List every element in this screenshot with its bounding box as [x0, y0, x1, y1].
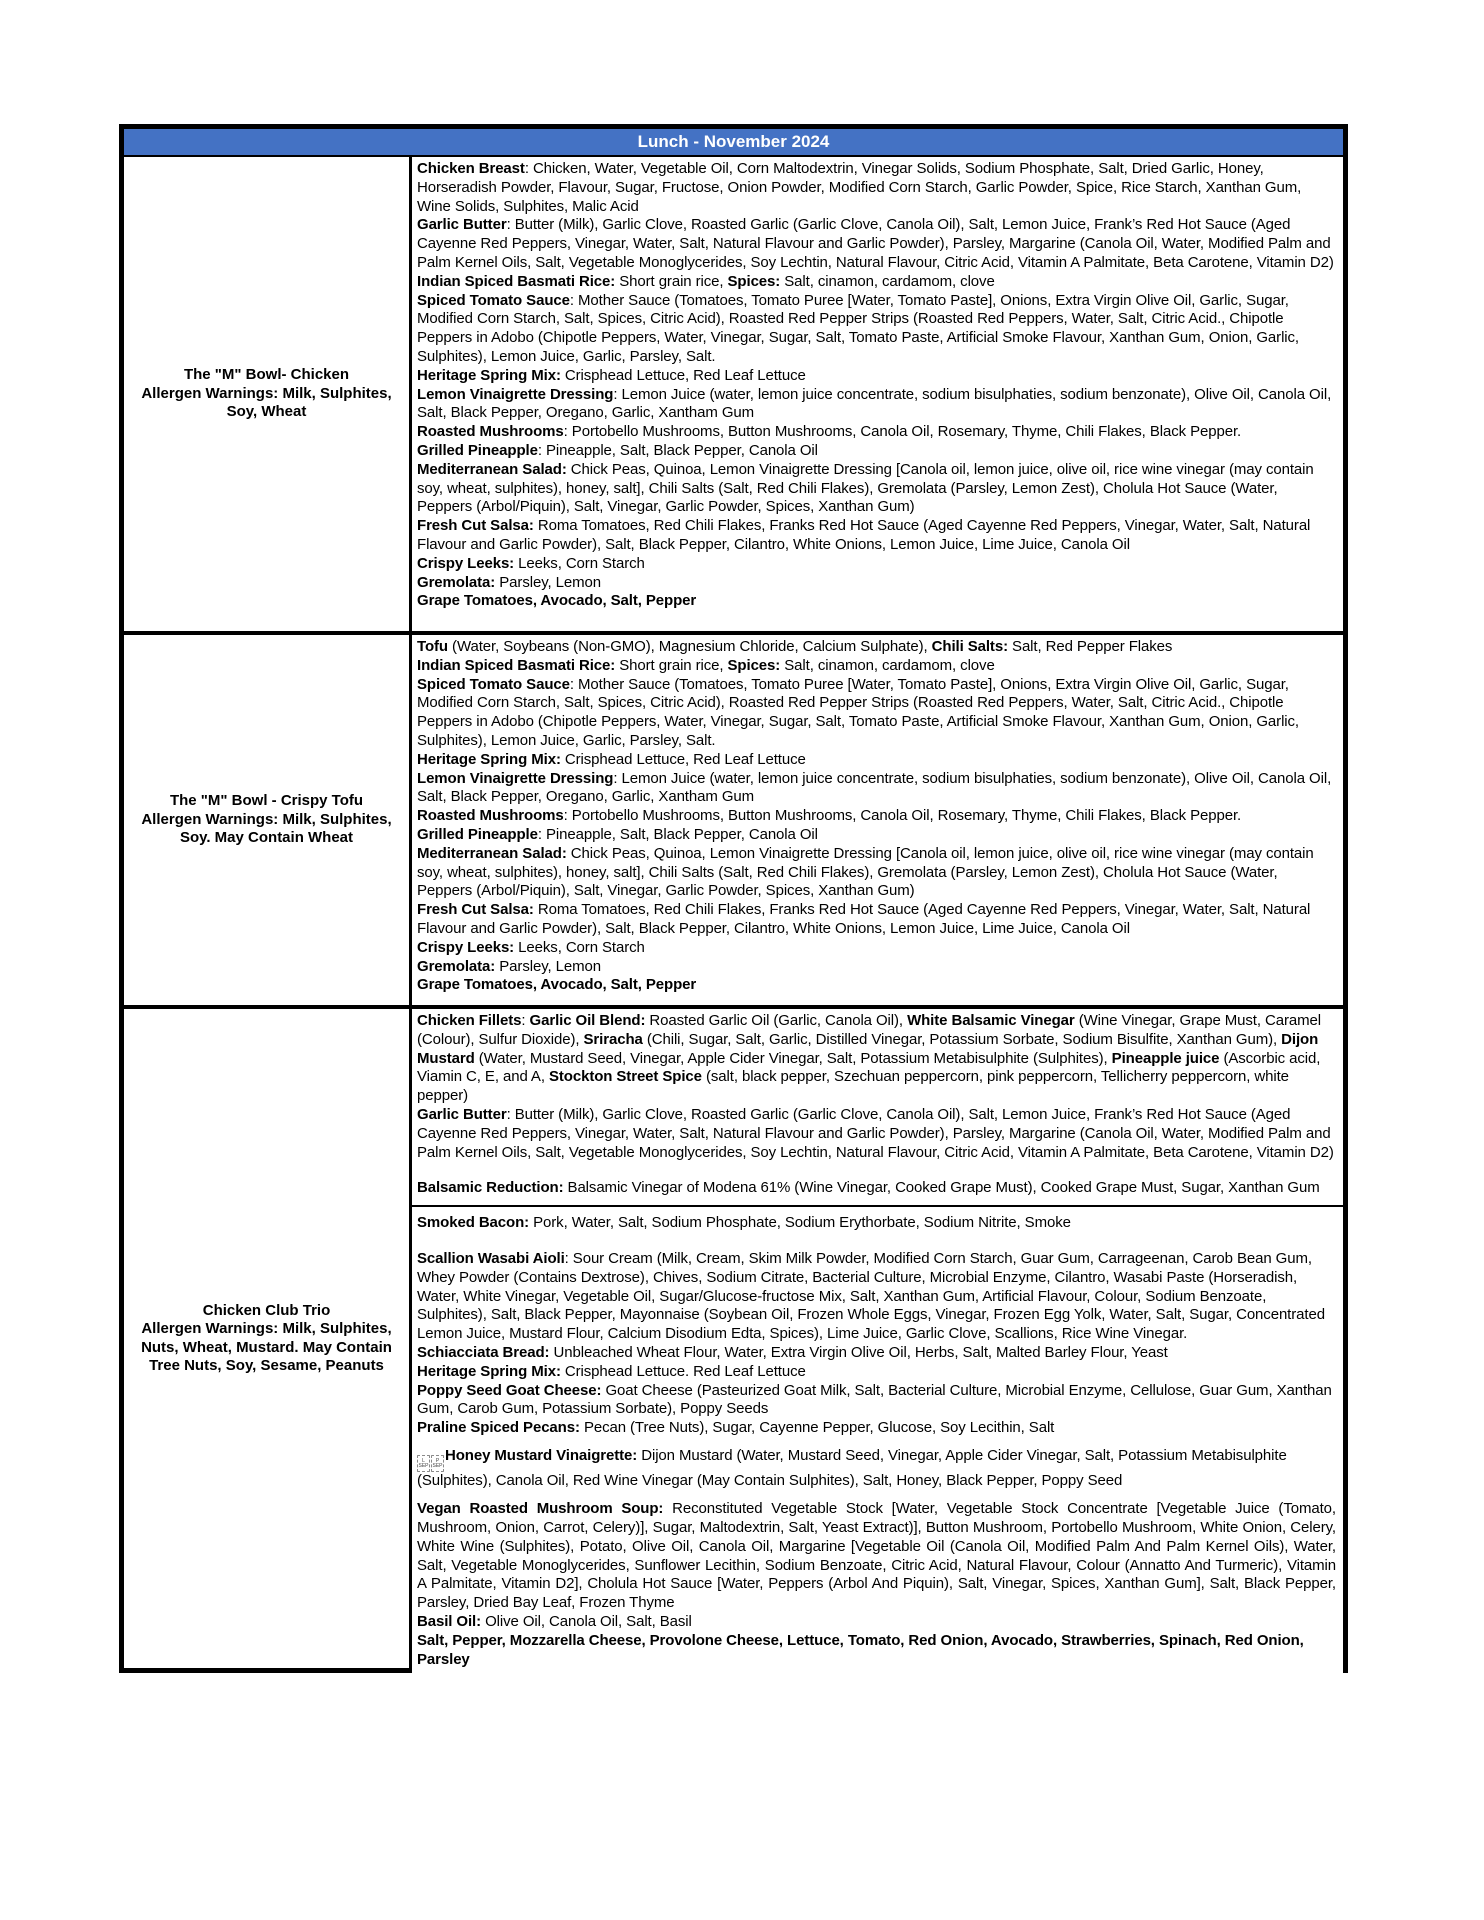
ingredient-paragraph: Grape Tomatoes, Avocado, Salt, Pepper — [417, 592, 697, 610]
dish-name-cell — [124, 635, 412, 1005]
ingredient-paragraph: Heritage Spring Mix: Crisphead Lettuce, Red Leaf Lettuce — [417, 750, 806, 768]
ingredient-paragraph: Garlic Butter: Butter (Milk), Garlic Clove, Roasted Garlic (Garlic Clove, Canola Oil), Salt, Lemon Juice, Frank’s Red Hot Sauce (Aged Cayenne Red Peppers, Vinegar, Water, Salt, Natural Flavour and Garlic Powder), Parsley, Margarine (Canola Oil, Water, Modified Palm and Palm Kernel Oils, Salt, Vegetable Monoglycerides, Soy Lechtin, Natural Flavour, Citric Acid, Vitamin A Palmitate, Beta Carotene, Vitamin D2) — [417, 1105, 1334, 1161]
menu-row-m-bowl-chicken — [124, 157, 1343, 635]
ingredient-paragraph: Schiacciata Bread: Unbleached Wheat Flour, Water, Extra Virgin Olive Oil, Herbs, Salt, Malted Barley Flour, Yeast — [417, 1343, 1168, 1361]
ingredient-paragraph: Heritage Spring Mix: Crisphead Lettuce. Red Leaf Lettuce — [417, 1362, 806, 1380]
ingredient-paragraph: Mediterranean Salad: Chick Peas, Quinoa, Lemon Vinaigrette Dressing [Canola oil, lemon juice, olive oil, rice wine vinegar (may contain soy, wheat, sulphites), honey, salt], Chili Salts (Salt, Red Chili Flakes), Gremolata (Parsley, Lemon Zest), Cholula Hot Sauce (Water, Peppers (Arbol/Piquin), Salt, Vinegar, Garlic Powder, Spices, Xanthan Gum) — [417, 460, 1314, 516]
sep-control-char-icon: L SEP P SEP — [417, 1455, 444, 1472]
dish-name-cell — [124, 1009, 412, 1673]
ingredient-paragraph: Smoked Bacon: Pork, Water, Salt, Sodium Phosphate, Sodium Erythorbate, Sodium Nitrite, Smoke — [417, 1214, 1071, 1232]
ingredient-paragraph: Praline Spiced Pecans: Pecan (Tree Nuts), Sugar, Cayenne Pepper, Glucose, Soy Lecithin, Salt — [417, 1419, 1055, 1437]
ingredient-paragraph: Crispy Leeks: Leeks, Corn Starch — [417, 554, 645, 572]
ingredient-paragraph: Lemon Vinaigrette Dressing: Lemon Juice (water, lemon juice concentrate, sodium bisulphaties, sodium benzonate), Olive Oil, Canola Oil, Salt, Black Pepper, Oregano, Garlic, Xantham Gum — [417, 769, 1332, 806]
ingredient-paragraph: Poppy Seed Goat Cheese: Goat Cheese (Pasteurized Goat Milk, Salt, Bacterial Culture, Microbial Enzyme, Cellulose, Guar Gum, Xanthan Gum, Carob Gum, Potassium Sorbate), Poppy Seeds — [417, 1381, 1332, 1418]
ingredient-paragraph: Basil Oil: Olive Oil, Canola Oil, Salt, Basil — [417, 1613, 692, 1631]
ingredient-paragraph: Fresh Cut Salsa: Roma Tomatoes, Red Chili Flakes, Franks Red Hot Sauce (Aged Cayenne Red Peppers, Vinegar, Water, Salt, Natural Flavour and Garlic Powder), Salt, Black Pepper, Cilantro, White Onions, Lemon Juice, Lime Juice, Canola Oil — [417, 517, 1311, 553]
ingredient-paragraph: Roasted Mushrooms: Portobello Mushrooms, Button Mushrooms, Canola Oil, Rosemary, Thyme, Chili Flakes, Black Pepper. — [417, 423, 1242, 441]
section-divider — [412, 1205, 1343, 1207]
ingredient-paragraph: Vegan Roasted Mushroom Soup: Reconstituted Vegetable Stock [Water, Vegetable Stock Concentrate [Vegetable Juice (Tomato, Mushroom, Onion, Carrot, Celery)], Sugar, Maltodextrin, Salt, Yeast Extract)], Button Mushroom, Portobello Mushroom, White Onion, Celery, White Wine (Sulphites), Potato, Olive Oil, Canola Oil, Margarine [Vegetable Oil (Canola Oil, Modified Palm And Palm Kernel Oils), Water, Salt, Vegetable Monoglycerides, Sunflower Lecithin, Sodium Benzoate, Citric Acid, Natural Flavour, Colour (Annatto And Turmeric), Vitamin A Palmitate, Vitamin D2], Cholula Hot Sauce [Water, Peppers (Arbol And Piquin), Salt, Vinegar, Spices, Xanthan Gum], Salt, Black Pepper, Parsley, Dried Bay Leaf, Frozen Thyme — [417, 1500, 1336, 1612]
allergen-warnings: Allergen Warnings: Milk, Sulphites, Soy, Wheat — [141, 384, 392, 421]
ingredient-paragraph: Indian Spiced Basmati Rice: Short grain rice, Spices: Salt, cinamon, cardamom, clove — [417, 656, 995, 674]
ingredients-cell — [412, 1009, 1343, 1673]
allergen-warnings: Allergen Warnings: Milk, Sulphites, Soy. May Contain Wheat — [141, 810, 392, 847]
dish-title: Chicken Club Trio — [202, 1301, 331, 1319]
ingredient-paragraph: Gremolata: Parsley, Lemon — [417, 573, 601, 591]
ingredient-paragraph: Chicken Fillets: Garlic Oil Blend: Roasted Garlic Oil (Garlic, Canola Oil), White Balsamic Vinegar (Wine Vinegar, Grape Must, Caramel (Colour), Sulfur Dioxide), Sriracha (Chili, Sugar, Salt, Garlic, Distilled Vinegar, Potassium Sorbate, Sodium Bisulfite, Xanthan Gum), Dijon Mustard (Water, Mustard Seed, Vinegar, Apple Cider Vinegar, Salt, Potassium Metabisulphite (Sulphites), Pineapple juice (Ascorbic acid, Viamin C, E, and A, Stockton Street Spice (salt, black pepper, Szechuan peppercorn, pink peppercorn, Tellicherry peppercorn, white pepper) — [417, 1012, 1321, 1105]
ingredient-paragraph: Balsamic Reduction: Balsamic Vinegar of Modena 61% (Wine Vinegar, Cooked Grape Must), Cooked Grape Must, Sugar, Xanthan Gum — [417, 1179, 1320, 1197]
ingredient-paragraph: Crispy Leeks: Leeks, Corn Starch — [417, 938, 645, 956]
ingredient-paragraph: Fresh Cut Salsa: Roma Tomatoes, Red Chili Flakes, Franks Red Hot Sauce (Aged Cayenne Red Peppers, Vinegar, Water, Salt, Natural Flavour and Garlic Powder), Salt, Black Pepper, Cilantro, White Onions, Lemon Juice, Lime Juice, Canola Oil — [417, 901, 1311, 937]
ingredients-cell — [412, 635, 1343, 1005]
ingredient-paragraph: Grape Tomatoes, Avocado, Salt, Pepper — [417, 976, 697, 994]
ingredient-paragraph: Gremolata: Parsley, Lemon — [417, 957, 601, 975]
ingredient-paragraph: Scallion Wasabi Aioli: Sour Cream (Milk, Cream, Skim Milk Powder, Modified Corn Starch, Guar Gum, Carrageenan, Carob Bean Gum, Whey Powder (Contains Dextrose), Chives, Sodium Citrate, Bacterial Culture, Microbial Enzyme, Cilantro, Wasabi Paste (Horseradish, Water, White Vinegar, Vegetable Oil, Sugar/Glucose-fructose Mix, Salt, Xanthan Gum, Artificial Flavour, Colour, Sodium Benzoate, Sulphites), Salt, Black Pepper, Mayonnaise (Soybean Oil, Frozen Whole Eggs, Vinegar, Frozen Egg Yolk, Water, Salt, Sugar, Concentrated Lemon Juice, Mustard Flour, Calcium Disodium Edta, Spices), Lime Juice, Garlic Clove, Scallions, Rice Wine Vinegar. — [417, 1249, 1325, 1343]
ingredient-paragraph: Indian Spiced Basmati Rice: Short grain rice, Spices: Salt, cinamon, cardamom, clove — [417, 272, 995, 290]
ingredient-paragraph: Spiced Tomato Sauce: Mother Sauce (Tomatoes, Tomato Puree [Water, Tomato Paste], Onions, Extra Virgin Olive Oil, Garlic, Sugar, Modified Corn Starch, Salt, Spices, Citric Acid), Roasted Red Pepper Strips (Roasted Red Peppers, Water, Salt, Citric Acid., Chipotle Peppers in Adobo (Chipotle Peppers, Water, Vinegar, Sugar, Salt, Tomato Paste, Artificial Smoke Flavour, Xanthan Gum, Onion, Garlic, Sulphites), Lemon Juice, Garlic, Parsley, Salt. — [417, 675, 1299, 749]
menu-row-chicken-club-trio — [124, 1009, 1343, 1673]
ingredient-paragraph: Lemon Vinaigrette Dressing: Lemon Juice (water, lemon juice concentrate, sodium bisulphaties, sodium benzonate), Olive Oil, Canola Oil, Salt, Black Pepper, Oregano, Garlic, Xantham Gum — [417, 385, 1332, 422]
ingredient-paragraph: Grilled Pineapple: Pineapple, Salt, Black Pepper, Canola Oil — [417, 441, 818, 459]
ingredient-paragraph: Chicken Breast: Chicken, Water, Vegetable Oil, Corn Maltodextrin, Vinegar Solids, Sodium Phosphate, Salt, Dried Garlic, Honey, Horseradish Powder, Flavour, Sugar, Fructose, Onion Powder, Modified Corn Starch, Garlic Powder, Spice, Rice Starch, Xanthan Gum, Wine Solids, Sulphites, Malic Acid — [417, 160, 1302, 215]
ingredient-paragraph: Mediterranean Salad: Chick Peas, Quinoa, Lemon Vinaigrette Dressing [Canola oil, lemon juice, olive oil, rice wine vinegar (may contain soy, wheat, sulphites), honey, salt], Chili Salts (Salt, Red Chili Flakes), Gremolata (Parsley, Lemon Zest), Cholula Hot Sauce (Water, Peppers (Arbol/Piquin), Salt, Vinegar, Garlic Powder, Spices, Xanthan Gum) — [417, 844, 1314, 900]
table-title: Lunch - November 2024 — [637, 132, 830, 151]
ingredient-paragraph: Garlic Butter: Butter (Milk), Garlic Clove, Roasted Garlic (Garlic Clove, Canola Oil), Salt, Lemon Juice, Frank’s Red Hot Sauce (Aged Cayenne Red Peppers, Vinegar, Water, Salt, Natural Flavour and Garlic Powder), Parsley, Margarine (Canola Oil, Water, Modified Palm and Palm Kernel Oils, Salt, Vegetable Monoglycerides, Soy Lechtin, Natural Flavour, Citric Acid, Vitamin A Palmitate, Beta Carotene, Vitamin D2) — [417, 216, 1334, 271]
lunch-menu-table — [119, 124, 1348, 1673]
ingredient-paragraph: Grilled Pineapple: Pineapple, Salt, Black Pepper, Canola Oil — [417, 825, 818, 843]
ingredient-paragraph: Heritage Spring Mix: Crisphead Lettuce, Red Leaf Lettuce — [417, 366, 806, 384]
ingredient-paragraph: Salt, Pepper, Mozzarella Cheese, Provolone Cheese, Lettuce, Tomato, Red Onion, Avocado, Strawberries, Spinach, Red Onion, Parsley — [417, 1631, 1304, 1668]
ingredient-paragraph: Spiced Tomato Sauce: Mother Sauce (Tomatoes, Tomato Puree [Water, Tomato Paste], Onions, Extra Virgin Olive Oil, Garlic, Sugar, Modified Corn Starch, Salt, Spices, Citric Acid), Roasted Red Pepper Strips (Roasted Red Peppers, Water, Salt, Citric Acid., Chipotle Peppers in Adobo (Chipotle Peppers, Water, Vinegar, Sugar, Salt, Tomato Paste, Artificial Smoke Flavour, Xanthan Gum, Onion, Garlic, Sulphites), Lemon Juice, Garlic, Parsley, Salt. — [417, 291, 1299, 365]
ingredient-paragraph: Roasted Mushrooms: Portobello Mushrooms, Button Mushrooms, Canola Oil, Rosemary, Thyme, Chili Flakes, Black Pepper. — [417, 807, 1242, 825]
ingredients-cell — [412, 157, 1343, 631]
dish-title: The "M" Bowl- Chicken — [183, 366, 350, 384]
allergen-warnings: Allergen Warnings: Milk, Sulphites, Nuts, Wheat, Mustard. May Contain Tree Nuts, Soy, Sesame, Peanuts — [141, 1320, 392, 1375]
menu-row-m-bowl-crispy-tofu — [124, 635, 1343, 1009]
dish-name-cell — [124, 157, 412, 631]
dish-title: The "M" Bowl - Crispy Tofu — [169, 792, 364, 810]
ingredient-paragraph: L SEP P SEP Honey Mustard Vinaigrette: Dijon Mustard (Water, Mustard Seed, Vinegar, Apple Cider Vinegar, Salt, Potassium Metabisulphite (Sulphites), Canola Oil, Red Wine Vinegar (May Contain Sulphites), Salt, Honey, Black Pepper, Poppy Seed — [417, 1446, 1287, 1490]
ingredient-paragraph: Tofu (Water, Soybeans (Non-GMO), Magnesium Chloride, Calcium Sulphate), Chili Salts: Salt, Red Pepper Flakes — [417, 638, 1173, 655]
table-header — [124, 129, 1343, 157]
